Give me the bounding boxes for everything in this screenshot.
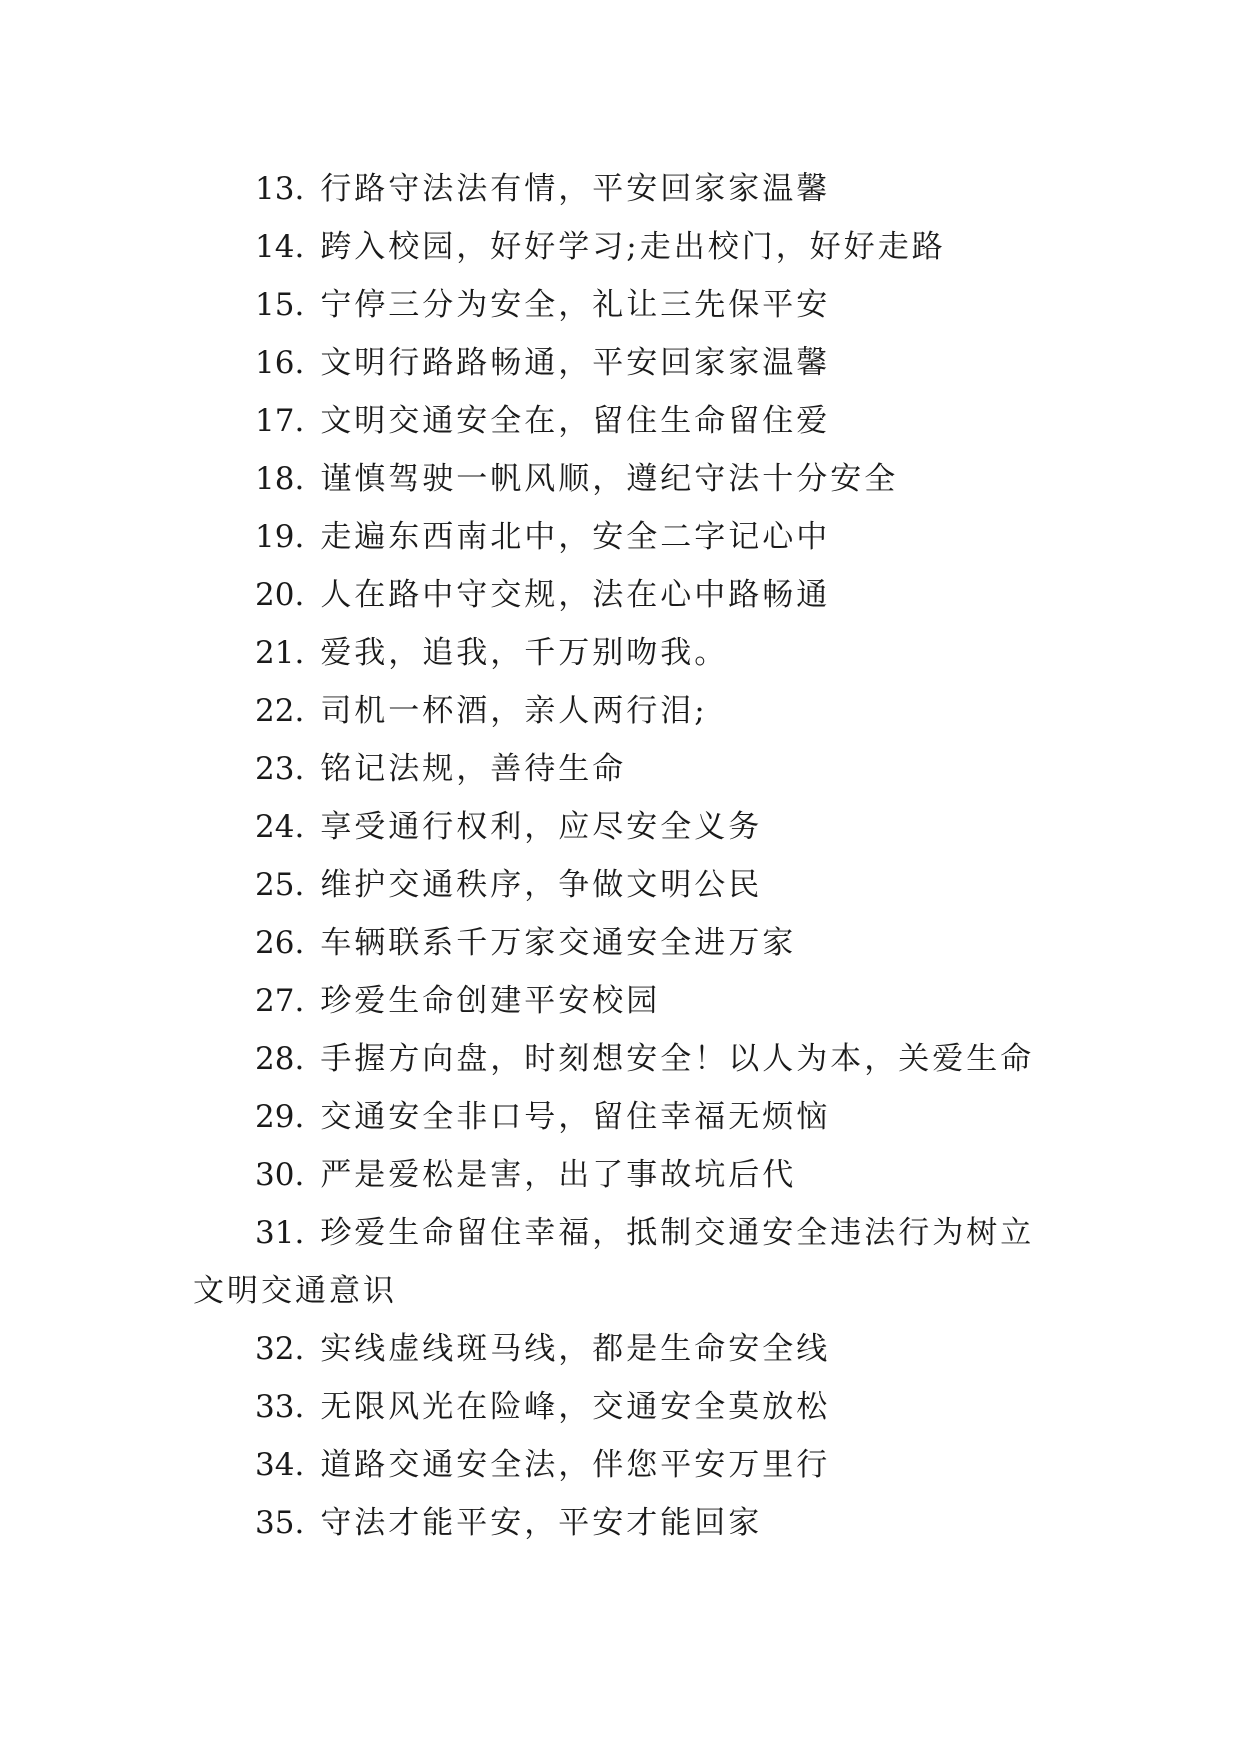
item-text: 宁停三分为安全，礼让三先保平安 — [320, 287, 831, 323]
list-item — [193, 1494, 1053, 1552]
item-text: 道路交通安全法，伴您平安万里行 — [320, 1447, 831, 1483]
list-item — [193, 1204, 1051, 1320]
item-number: 29. — [255, 1099, 305, 1135]
list-item — [193, 450, 1053, 508]
item-text: 维护交通秩序，争做文明公民 — [320, 867, 763, 903]
list-item — [193, 856, 1053, 914]
item-number: 27. — [255, 983, 305, 1019]
item-number: 18. — [255, 461, 305, 497]
item-text: 爱我，追我，千万别吻我。 — [320, 635, 729, 671]
list-item — [193, 798, 1053, 856]
slogan-list — [193, 160, 1053, 1552]
item-number: 13. — [255, 171, 305, 207]
list-item — [193, 624, 1053, 682]
item-number: 31. — [255, 1215, 305, 1251]
item-number: 34. — [255, 1447, 305, 1483]
item-text: 珍爱生命留住幸福，抵制交通安全违法行为树立文明交通意识 — [193, 1215, 1035, 1309]
item-number: 16. — [255, 345, 305, 381]
item-number: 21. — [255, 635, 305, 671]
item-text: 车辆联系千万家交通安全进万家 — [320, 925, 797, 961]
item-text: 人在路中守交规，法在心中路畅通 — [320, 577, 831, 613]
item-text: 手握方向盘，时刻想安全！以人为本，关爱生命 — [320, 1041, 1035, 1077]
list-item — [193, 276, 1053, 334]
item-number: 22. — [255, 693, 305, 729]
item-text: 谨慎驾驶一帆风顺，遵纪守法十分安全 — [320, 461, 899, 497]
list-item — [193, 566, 1053, 624]
list-item — [193, 972, 1053, 1030]
list-item — [193, 392, 1053, 450]
item-text: 行路守法法有情，平安回家家温馨 — [320, 171, 831, 207]
list-item — [193, 914, 1053, 972]
item-number: 26. — [255, 925, 305, 961]
list-item — [193, 218, 1053, 276]
item-text: 严是爱松是害，出了事故坑后代 — [320, 1157, 797, 1193]
item-number: 30. — [255, 1157, 305, 1193]
list-item — [193, 1320, 1053, 1378]
list-item — [193, 682, 1053, 740]
item-text: 珍爱生命创建平安校园 — [320, 983, 661, 1019]
item-number: 24. — [255, 809, 305, 845]
list-item — [193, 1088, 1053, 1146]
item-text: 实线虚线斑马线，都是生命安全线 — [320, 1331, 831, 1367]
item-number: 15. — [255, 287, 305, 323]
list-item — [193, 1146, 1053, 1204]
item-text: 享受通行权利，应尽安全义务 — [320, 809, 763, 845]
item-number: 28. — [255, 1041, 305, 1077]
item-number: 35. — [255, 1505, 305, 1541]
item-number: 25. — [255, 867, 305, 903]
item-number: 19. — [255, 519, 305, 555]
item-text: 跨入校园，好好学习;走出校门，好好走路 — [320, 229, 946, 265]
list-item — [193, 160, 1053, 218]
item-number: 17. — [255, 403, 305, 439]
item-text: 无限风光在险峰，交通安全莫放松 — [320, 1389, 831, 1425]
list-item — [193, 1436, 1053, 1494]
item-number: 20. — [255, 577, 305, 613]
item-number: 32. — [255, 1331, 305, 1367]
item-text: 司机一杯酒，亲人两行泪; — [320, 693, 708, 729]
item-text: 文明行路路畅通，平安回家家温馨 — [320, 345, 831, 381]
list-item — [193, 740, 1053, 798]
item-text: 交通安全非口号，留住幸福无烦恼 — [320, 1099, 831, 1135]
item-number: 23. — [255, 751, 305, 787]
item-number: 14. — [255, 229, 305, 265]
item-number: 33. — [255, 1389, 305, 1425]
item-text: 文明交通安全在，留住生命留住爱 — [320, 403, 831, 439]
list-item — [193, 334, 1053, 392]
item-text: 铭记法规，善待生命 — [320, 751, 627, 787]
list-item — [193, 1030, 1053, 1088]
item-text: 走遍东西南北中，安全二字记心中 — [320, 519, 831, 555]
list-item — [193, 508, 1053, 566]
item-text: 守法才能平安，平安才能回家 — [320, 1505, 763, 1541]
list-item — [193, 1378, 1053, 1436]
